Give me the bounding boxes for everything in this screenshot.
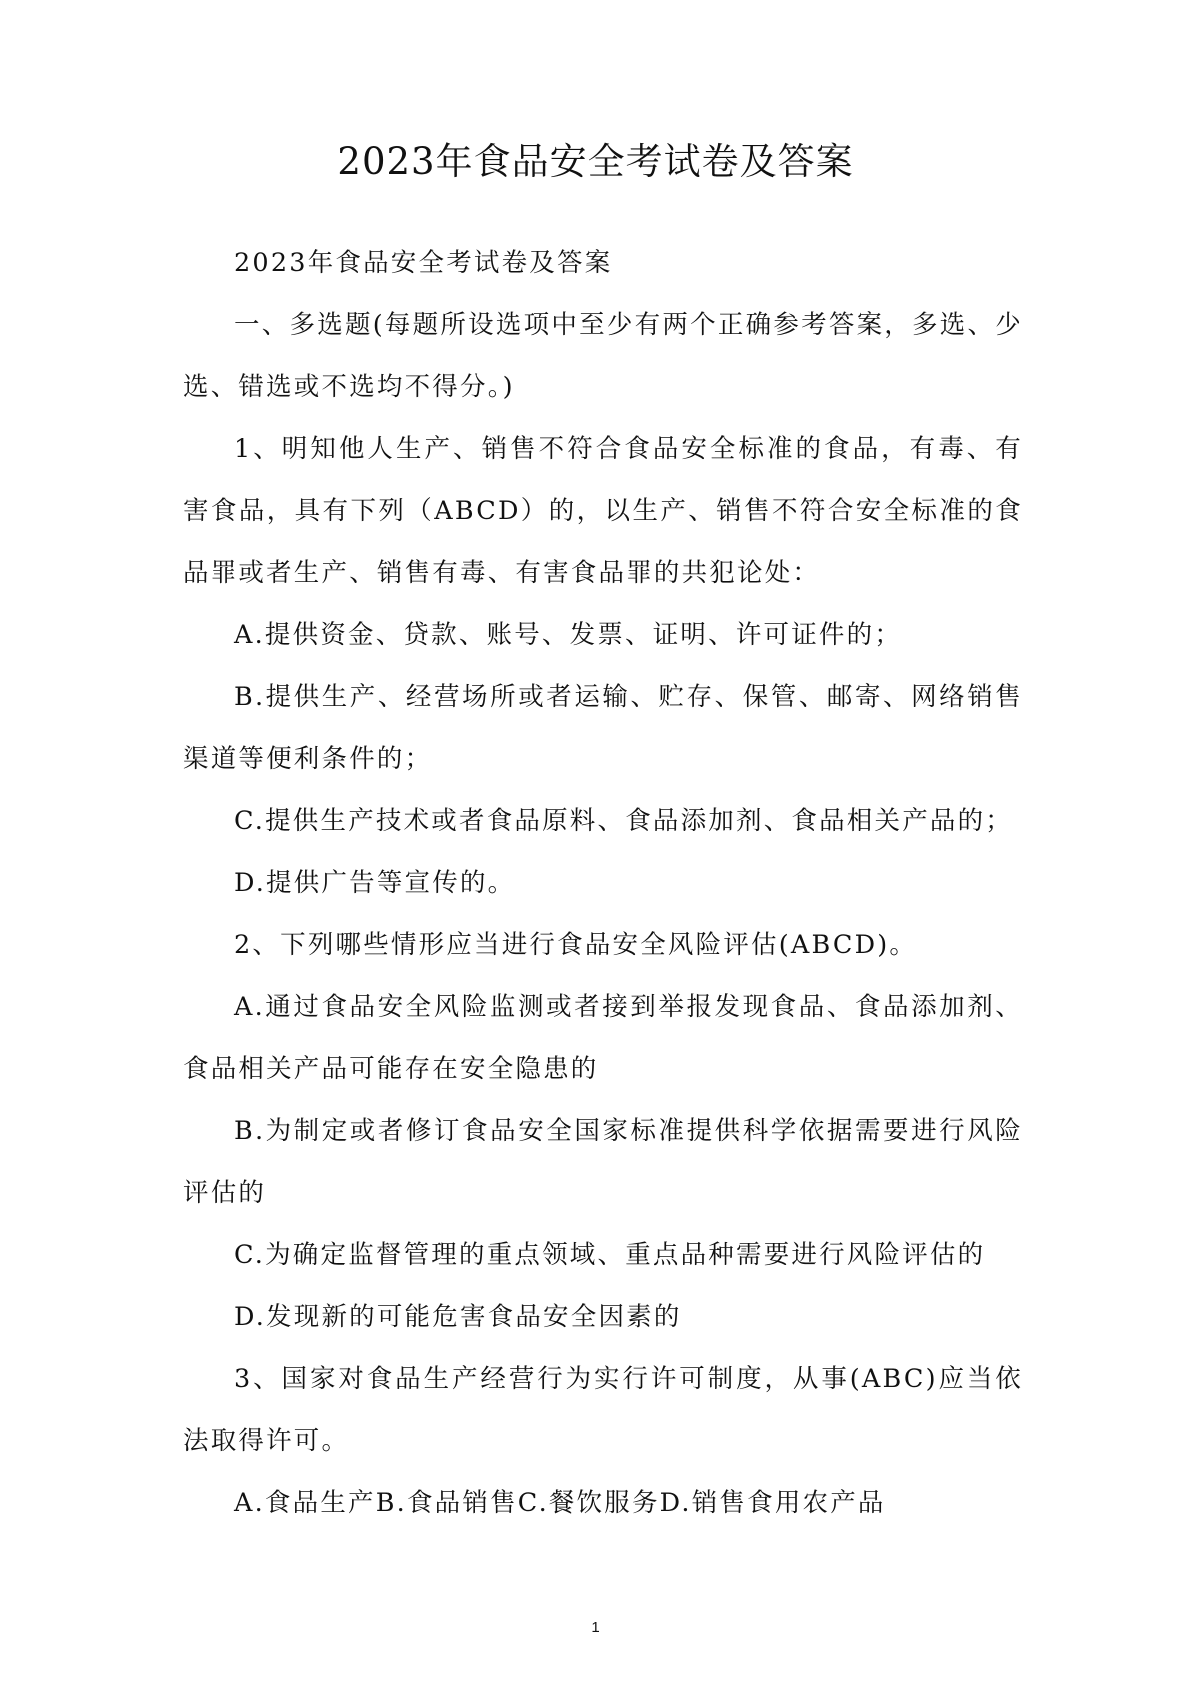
question-3: 3、国家对食品生产经营行为实行许可制度，从事(ABC)应当依法取得许可。	[183, 1364, 1023, 1456]
document-body	[183, 232, 1023, 1534]
section-heading: 一、多选题(每题所设选项中至少有两个正确参考答案，多选、少选、错选或不选均不得分。)	[183, 310, 1023, 402]
question-2-option-a: A.通过食品安全风险监测或者接到举报发现食品、食品添加剂、食品相关产品可能存在安全隐患的	[183, 992, 1023, 1084]
question-1-option-c: C.提供生产技术或者食品原料、食品添加剂、食品相关产品的；	[234, 806, 1014, 836]
question-1-option-a: A.提供资金、贷款、账号、发票、证明、许可证件的；	[234, 620, 903, 650]
question-2: 2、下列哪些情形应当进行食品安全风险评估(ABCD)。	[234, 930, 918, 960]
page-title: 2023年食品安全考试卷及答案	[337, 140, 854, 183]
subtitle-paragraph: 2023年食品安全考试卷及答案	[234, 248, 613, 278]
question-2-option-d: D.发现新的可能危害食品安全因素的	[234, 1302, 682, 1332]
question-2-option-c: C.为确定监督管理的重点领域、重点品种需要进行风险评估的	[234, 1240, 986, 1270]
page-number: 1	[591, 1619, 600, 1636]
question-1-option-b: B.提供生产、经营场所或者运输、贮存、保管、邮寄、网络销售渠道等便利条件的；	[183, 682, 1023, 774]
question-2-option-b: B.为制定或者修订食品安全国家标准提供科学依据需要进行风险评估的	[183, 1116, 1023, 1208]
question-1: 1、明知他人生产、销售不符合食品安全标准的食品，有毒、有害食品，具有下列（ABCD）的，以生产、销售不符合安全标准的食品罪或者生产、销售有毒、有害食品罪的共犯论处：	[183, 434, 1023, 588]
question-1-option-d: D.提供广告等宣传的。	[234, 868, 516, 898]
question-3-options: A.食品生产B.食品销售C.餐饮服务D.销售食用农产品	[234, 1488, 886, 1518]
